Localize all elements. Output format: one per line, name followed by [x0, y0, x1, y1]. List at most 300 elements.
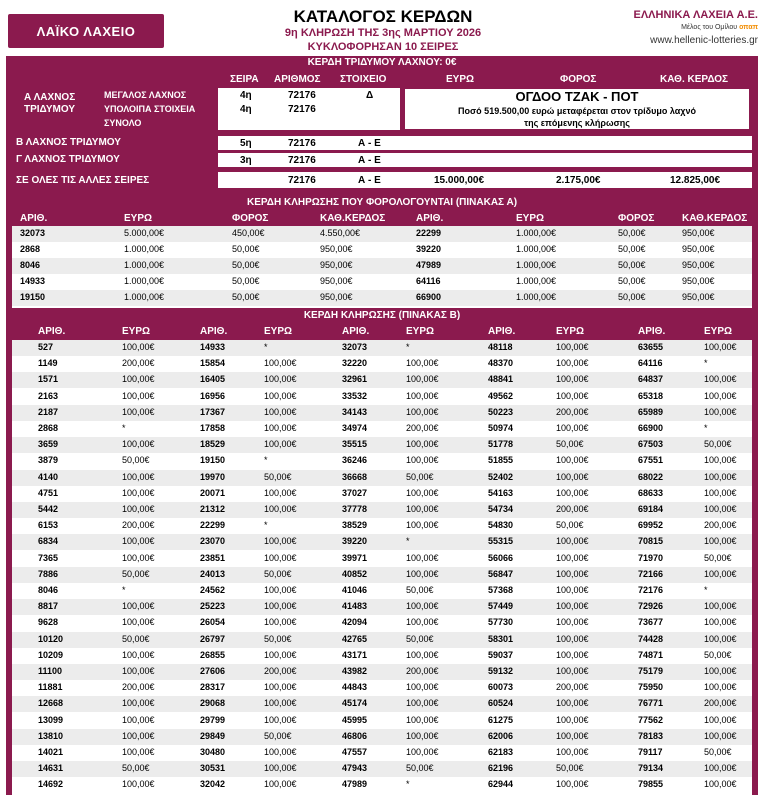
- brand-url: www.hellenic-lotteries.gr: [650, 35, 758, 46]
- all-element: Α - Ε: [358, 175, 381, 186]
- ticket-number: 45174: [342, 698, 368, 709]
- ticket-number: 1149: [38, 358, 58, 369]
- table-b-row: [12, 405, 752, 421]
- amount-cell: 50,00€: [618, 292, 646, 302]
- ticket-number: 54734: [488, 504, 514, 514]
- amount-cell: *: [264, 342, 268, 352]
- table-a-col-header: ΦΟΡΟΣ: [618, 213, 655, 224]
- c-series: 3η: [240, 155, 252, 166]
- a-element: Δ: [366, 90, 374, 101]
- amount-cell: 100,00€: [264, 747, 297, 757]
- amount-cell: 100,00€: [264, 406, 297, 417]
- table-b-row: [12, 567, 752, 583]
- table-b-row: [12, 696, 752, 712]
- amount-cell: 100,00€: [704, 779, 737, 790]
- ticket-number: 55315: [488, 536, 514, 547]
- table-b-row: [12, 632, 752, 648]
- amount-cell: 50,00€: [618, 244, 646, 254]
- ticket-number: 19150: [20, 292, 46, 302]
- amount-cell: 50,00€: [556, 439, 584, 450]
- amount-cell: 5.000,00€: [124, 228, 165, 238]
- a-row-total: ΣΥΝΟΛΟ: [104, 118, 142, 128]
- col-tax: ΦΟΡΟΣ: [560, 74, 597, 85]
- amount-cell: 100,00€: [122, 698, 155, 709]
- amount-cell: 100,00€: [556, 666, 589, 676]
- c-element: Α - Ε: [358, 155, 381, 166]
- ticket-number: 9628: [38, 617, 59, 628]
- amount-cell: 100,00€: [704, 455, 737, 466]
- ticket-number: 57449: [488, 601, 514, 612]
- ticket-number: 41483: [342, 601, 368, 612]
- ticket-number: 69952: [638, 520, 664, 531]
- brand-name: ΕΛΛΗΝΙΚΑ ΛΑΧΕΙΑ Α.Ε.: [633, 9, 758, 21]
- ticket-number: 79134: [638, 763, 664, 774]
- amount-cell: 200,00€: [556, 406, 589, 417]
- amount-cell: 100,00€: [556, 585, 589, 595]
- amount-cell: 100,00€: [406, 406, 439, 417]
- amount-cell: 50,00€: [122, 568, 150, 579]
- all-tax: 2.175,00€: [556, 175, 601, 186]
- amount-cell: 100,00€: [406, 390, 439, 401]
- amount-cell: 100,00€: [406, 649, 439, 660]
- ticket-number: 54163: [488, 487, 514, 498]
- amount-cell: 100,00€: [556, 568, 589, 579]
- ticket-number: 10120: [38, 633, 64, 644]
- table-b-col-header: ΑΡΙΘ.: [342, 326, 370, 337]
- ticket-number: 58301: [488, 633, 514, 644]
- ticket-number: 40852: [342, 568, 368, 579]
- jackpot-line-1: Ποσό 519.500,00 ευρώ μεταφέρεται στον τρίδυμο λαχνό: [458, 106, 696, 116]
- ticket-number: 77562: [638, 714, 664, 725]
- ticket-number: 21312: [200, 504, 226, 514]
- amount-cell: 100,00€: [406, 617, 439, 628]
- amount-cell: 950,00€: [682, 276, 715, 286]
- amount-cell: 100,00€: [122, 779, 155, 790]
- ticket-number: 66900: [416, 292, 442, 302]
- amount-cell: 100,00€: [556, 747, 589, 757]
- amount-cell: 100,00€: [264, 617, 297, 628]
- amount-cell: 950,00€: [320, 276, 353, 286]
- amount-cell: 50,00€: [406, 585, 434, 595]
- amount-cell: 100,00€: [264, 439, 297, 450]
- ticket-number: 22299: [200, 520, 226, 531]
- ticket-number: 29849: [200, 730, 226, 741]
- amount-cell: 200,00€: [264, 666, 297, 676]
- amount-cell: 100,00€: [264, 423, 297, 433]
- table-a-row: [12, 290, 752, 306]
- amount-cell: 200,00€: [556, 682, 589, 693]
- ticket-number: 48370: [488, 358, 514, 369]
- amount-cell: 100,00€: [122, 666, 155, 676]
- ticket-number: 4751: [38, 487, 59, 498]
- ticket-number: 2868: [38, 423, 59, 433]
- ticket-number: 42765: [342, 633, 368, 644]
- table-b-row: [12, 518, 752, 534]
- table-a-banner: ΚΕΡΔΗ ΚΛΗΡΩΣΗΣ ΠΟΥ ΦΟΡΟΛΟΓΟΥΝΤΑΙ (ΠΙΝΑΚΑΣ Α): [246, 197, 518, 208]
- ticket-number: 79855: [638, 779, 664, 790]
- amount-cell: 100,00€: [704, 730, 737, 741]
- amount-cell: 100,00€: [264, 487, 297, 498]
- amount-cell: 1.000,00€: [516, 260, 557, 270]
- table-b-col-header: ΕΥΡΩ: [122, 326, 151, 337]
- col-series: ΣΕΙΡΑ: [230, 74, 259, 85]
- ticket-number: 78183: [638, 730, 664, 741]
- ticket-number: 14692: [38, 779, 64, 790]
- ticket-number: 8817: [38, 601, 59, 612]
- ticket-number: 7886: [38, 568, 59, 579]
- amount-cell: 100,00€: [704, 487, 737, 498]
- ticket-number: 46806: [342, 730, 368, 741]
- table-b-col-header: ΕΥΡΩ: [264, 326, 293, 337]
- ticket-number: 32073: [20, 228, 46, 238]
- amount-cell: 950,00€: [682, 228, 715, 238]
- ticket-number: 34974: [342, 423, 368, 433]
- table-b-row: [12, 486, 752, 502]
- ticket-number: 39220: [416, 244, 442, 254]
- amount-cell: 200,00€: [704, 520, 737, 531]
- ticket-number: 60524: [488, 698, 514, 709]
- ticket-number: 6834: [38, 536, 59, 547]
- amount-cell: 100,00€: [556, 552, 589, 563]
- table-b-row: [12, 648, 752, 664]
- amount-cell: 50,00€: [122, 763, 150, 774]
- amount-cell: 100,00€: [406, 730, 439, 741]
- ticket-number: 54830: [488, 520, 514, 531]
- ticket-number: 67503: [638, 439, 664, 450]
- amount-cell: 4.550,00€: [320, 228, 361, 238]
- amount-cell: 1.000,00€: [124, 244, 165, 254]
- amount-cell: 100,00€: [556, 471, 589, 482]
- ticket-number: 75950: [638, 682, 664, 693]
- ticket-number: 26855: [200, 649, 226, 660]
- ticket-number: 25223: [200, 601, 226, 612]
- ticket-number: 15854: [200, 358, 226, 369]
- ticket-number: 73677: [638, 617, 664, 628]
- table-b-banner: ΚΕΡΔΗ ΚΛΗΡΩΣΗΣ (ΠΙΝΑΚΑΣ Β): [303, 310, 461, 321]
- all-euro: 15.000,00€: [434, 175, 485, 186]
- ticket-number: 63655: [638, 342, 664, 352]
- amount-cell: 50,00€: [264, 568, 292, 579]
- table-a-row: [12, 274, 752, 290]
- a-number-2: 72176: [288, 104, 316, 115]
- amount-cell: 100,00€: [122, 390, 155, 401]
- table-a-col-header: ΕΥΡΩ: [516, 213, 545, 224]
- amount-cell: 100,00€: [556, 779, 589, 790]
- b-element: Α - Ε: [358, 138, 381, 149]
- ticket-number: 39220: [342, 536, 368, 547]
- table-b-row: [12, 615, 752, 631]
- ticket-number: 32042: [200, 779, 226, 790]
- amount-cell: 50,00€: [264, 730, 292, 741]
- amount-cell: 100,00€: [556, 423, 589, 433]
- ticket-number: 14933: [20, 276, 46, 286]
- c-number: 72176: [288, 155, 316, 166]
- ticket-number: 38529: [342, 520, 368, 531]
- amount-cell: 100,00€: [406, 455, 439, 466]
- series-info: ΚΥΚΛΟΦΟΡΗΣΑΝ 10 ΣΕΙΡΕΣ: [307, 41, 459, 53]
- page-title: ΚΑΤΑΛΟΓΟΣ ΚΕΡΔΩΝ: [293, 7, 473, 26]
- ticket-number: 23070: [200, 536, 226, 547]
- ticket-number: 79117: [638, 747, 663, 757]
- table-b-col-header: ΑΡΙΘ.: [638, 326, 666, 337]
- amount-cell: 100,00€: [556, 714, 589, 725]
- amount-cell: 100,00€: [556, 390, 589, 401]
- ticket-number: 64837: [638, 374, 664, 385]
- ticket-number: 5442: [38, 504, 59, 514]
- a-row-big: ΜΕΓΑΛΟΣ ΛΑΧΝΟΣ: [104, 90, 187, 100]
- ticket-number: 23851: [200, 552, 226, 563]
- amount-cell: 100,00€: [264, 698, 297, 709]
- ticket-number: 62196: [488, 763, 514, 774]
- ticket-number: 14021: [38, 747, 64, 757]
- amount-cell: 100,00€: [122, 342, 155, 352]
- ticket-number: 68022: [638, 471, 664, 482]
- ticket-number: 24013: [200, 568, 226, 579]
- ticket-number: 35515: [342, 439, 368, 450]
- amount-cell: 100,00€: [264, 552, 297, 563]
- amount-cell: 100,00€: [704, 374, 737, 385]
- amount-cell: 200,00€: [406, 423, 439, 433]
- ticket-number: 67551: [638, 455, 664, 466]
- brand-block: [628, 8, 758, 48]
- ticket-number: 68633: [638, 487, 664, 498]
- amount-cell: 950,00€: [682, 292, 715, 302]
- ticket-number: 72166: [638, 568, 664, 579]
- amount-cell: 1.000,00€: [516, 244, 557, 254]
- amount-cell: 50,00€: [122, 633, 150, 644]
- ticket-number: 22299: [416, 228, 442, 238]
- amount-cell: 100,00€: [704, 682, 737, 693]
- amount-cell: 50,00€: [618, 228, 646, 238]
- amount-cell: 50,00€: [232, 276, 260, 286]
- amount-cell: 100,00€: [122, 487, 155, 498]
- amount-cell: 100,00€: [704, 633, 737, 644]
- table-b-col-header: ΑΡΙΘ.: [488, 326, 516, 337]
- table-b-row: [12, 470, 752, 486]
- ticket-number: 20071: [200, 487, 226, 498]
- a-number-1: 72176: [288, 90, 316, 101]
- amount-cell: 100,00€: [264, 390, 297, 401]
- a-series-1: 4η: [240, 90, 252, 101]
- amount-cell: 100,00€: [704, 666, 737, 676]
- amount-cell: 100,00€: [122, 406, 155, 417]
- amount-cell: 100,00€: [122, 536, 155, 547]
- amount-cell: 100,00€: [406, 568, 439, 579]
- ticket-number: 59037: [488, 649, 514, 660]
- ticket-number: 51778: [488, 439, 514, 450]
- amount-cell: 50,00€: [406, 471, 434, 482]
- amount-cell: 50,00€: [704, 439, 732, 450]
- ticket-number: 29068: [200, 698, 226, 709]
- amount-cell: 100,00€: [264, 714, 297, 725]
- amount-cell: 100,00€: [122, 714, 155, 725]
- amount-cell: 50,00€: [406, 633, 434, 644]
- table-b-row: [12, 664, 752, 680]
- amount-cell: 100,00€: [122, 649, 155, 660]
- table-a-row: [12, 242, 752, 258]
- ticket-number: 16956: [200, 390, 226, 401]
- ticket-number: 36668: [342, 471, 368, 482]
- amount-cell: 100,00€: [556, 633, 589, 644]
- amount-cell: 50,00€: [264, 471, 292, 482]
- ticket-number: 65989: [638, 406, 664, 417]
- ticket-number: 2187: [38, 406, 59, 417]
- all-number: 72176: [288, 175, 316, 186]
- table-a-header: [12, 212, 752, 226]
- amount-cell: 100,00€: [406, 358, 439, 369]
- table-b-row: [12, 437, 752, 453]
- brand-member: Μέλος του Ομίλου οπαπ: [681, 24, 758, 31]
- ticket-number: 37778: [342, 504, 368, 514]
- all-label: ΣΕ ΟΛΕΣ ΤΙΣ ΑΛΛΕΣ ΣΕΙΡΕΣ: [16, 175, 150, 186]
- amount-cell: 1.000,00€: [124, 260, 165, 270]
- amount-cell: *: [704, 423, 708, 433]
- amount-cell: 100,00€: [122, 730, 155, 741]
- ticket-number: 47557: [342, 747, 368, 757]
- amount-cell: 100,00€: [264, 601, 297, 612]
- amount-cell: *: [122, 423, 126, 433]
- ticket-number: 18529: [200, 439, 226, 450]
- ticket-number: 1571: [38, 374, 59, 385]
- title-block: [238, 8, 528, 54]
- ticket-number: 75179: [638, 666, 664, 676]
- ticket-number: 50223: [488, 406, 514, 417]
- amount-cell: 950,00€: [320, 244, 353, 254]
- ticket-number: 24562: [200, 585, 226, 595]
- ticket-number: 14933: [200, 342, 226, 352]
- ticket-number: 13099: [38, 714, 64, 725]
- table-b-row: [12, 340, 752, 356]
- amount-cell: 50,00€: [232, 292, 260, 302]
- amount-cell: 50,00€: [264, 633, 292, 644]
- ticket-number: 10209: [38, 649, 64, 660]
- ticket-number: 3659: [38, 439, 59, 450]
- b-label: Β ΛΑΧΝΟΣ ΤΡΙΔΥΜΟΥ: [16, 137, 121, 148]
- ticket-number: 12668: [38, 698, 64, 709]
- table-a-col-header: ΦΟΡΟΣ: [232, 213, 269, 224]
- ticket-number: 527: [38, 342, 54, 352]
- amount-cell: 100,00€: [264, 536, 297, 547]
- c-label: Γ ΛΑΧΝΟΣ ΤΡΙΔΥΜΟΥ: [16, 154, 120, 165]
- ticket-number: 17858: [200, 423, 226, 433]
- amount-cell: 100,00€: [406, 520, 439, 531]
- amount-cell: 100,00€: [406, 682, 439, 693]
- amount-cell: *: [264, 455, 268, 466]
- amount-cell: 50,00€: [704, 552, 732, 563]
- ticket-number: 42094: [342, 617, 368, 628]
- ticket-number: 29799: [200, 714, 226, 725]
- ticket-number: 19150: [200, 455, 226, 466]
- amount-cell: 100,00€: [556, 455, 589, 466]
- ticket-number: 7365: [38, 552, 59, 563]
- amount-cell: 100,00€: [704, 504, 737, 514]
- ticket-number: 27606: [200, 666, 226, 676]
- ticket-number: 14631: [38, 763, 64, 774]
- ticket-number: 26054: [200, 617, 226, 628]
- amount-cell: 100,00€: [122, 552, 155, 563]
- amount-cell: 200,00€: [122, 682, 155, 693]
- table-b-row: [12, 729, 752, 745]
- amount-cell: 50,00€: [232, 260, 260, 270]
- ticket-number: 41046: [342, 585, 368, 595]
- amount-cell: 100,00€: [264, 504, 297, 514]
- table-a-col-header: ΕΥΡΩ: [124, 213, 153, 224]
- a-label-1: Α ΛΑΧΝΟΣ: [24, 92, 76, 103]
- amount-cell: 200,00€: [704, 698, 737, 709]
- amount-cell: *: [122, 585, 126, 595]
- table-b-row: [12, 777, 752, 793]
- amount-cell: 100,00€: [556, 649, 589, 660]
- ticket-number: 72926: [638, 601, 664, 612]
- amount-cell: 100,00€: [704, 406, 737, 417]
- amount-cell: 50,00€: [122, 455, 150, 466]
- ticket-number: 60073: [488, 682, 514, 693]
- amount-cell: 100,00€: [406, 439, 439, 450]
- a-row-rest: ΥΠΟΛΟΙΠΑ ΣΤΟΙΧΕΙΑ: [104, 104, 196, 114]
- amount-cell: *: [264, 520, 268, 531]
- table-a-col-header: ΑΡΙΘ.: [20, 213, 48, 224]
- amount-cell: 50,00€: [618, 276, 646, 286]
- ticket-number: 30480: [200, 747, 226, 757]
- ticket-number: 11100: [38, 666, 63, 676]
- ticket-number: 2163: [38, 390, 59, 401]
- draw-info: 9η ΚΛΗΡΩΣΗ ΤΗΣ 3ης ΜΑΡΤΙΟΥ 2026: [284, 27, 482, 39]
- ticket-number: 39971: [342, 552, 368, 563]
- amount-cell: 1.000,00€: [516, 292, 557, 302]
- col-net: ΚΑΘ. ΚΕΡΔΟΣ: [660, 74, 729, 85]
- table-b-col-header: ΕΥΡΩ: [704, 326, 733, 337]
- ticket-number: 56847: [488, 568, 514, 579]
- amount-cell: 100,00€: [406, 487, 439, 498]
- ticket-number: 43171: [342, 649, 368, 660]
- amount-cell: 50,00€: [618, 260, 646, 270]
- ticket-number: 52402: [488, 471, 514, 482]
- ticket-number: 65318: [638, 390, 664, 401]
- table-a-col-header: ΚΑΘ.ΚΕΡΔΟΣ: [320, 213, 386, 224]
- amount-cell: 100,00€: [556, 374, 589, 385]
- amount-cell: 100,00€: [264, 779, 297, 790]
- a-series-2: 4η: [240, 104, 252, 115]
- ticket-number: 61275: [488, 714, 514, 725]
- amount-cell: 200,00€: [406, 666, 439, 676]
- amount-cell: 50,00€: [556, 763, 584, 774]
- ticket-number: 28317: [200, 682, 226, 693]
- amount-cell: 100,00€: [122, 617, 155, 628]
- ticket-number: 56066: [488, 552, 514, 563]
- col-element: ΣΤΟΙΧΕΙΟ: [340, 74, 387, 85]
- ticket-number: 37027: [342, 487, 368, 498]
- table-b-row: [12, 502, 752, 518]
- ticket-number: 72176: [638, 585, 664, 595]
- amount-cell: 100,00€: [704, 714, 737, 725]
- amount-cell: 950,00€: [320, 260, 353, 270]
- ticket-number: 62006: [488, 730, 514, 741]
- ticket-number: 49562: [488, 390, 514, 401]
- amount-cell: 100,00€: [556, 698, 589, 709]
- amount-cell: 1.000,00€: [516, 276, 557, 286]
- ticket-number: 47989: [342, 779, 368, 790]
- table-b-row: [12, 372, 752, 388]
- table-a-row: [12, 258, 752, 274]
- amount-cell: 200,00€: [122, 520, 155, 531]
- table-b-row: [12, 356, 752, 372]
- table-b-col-header: ΑΡΙΘ.: [200, 326, 228, 337]
- ticket-number: 74428: [638, 633, 664, 644]
- amount-cell: 100,00€: [556, 358, 589, 369]
- col-euro: ΕΥΡΩ: [446, 74, 475, 85]
- amount-cell: 100,00€: [556, 601, 589, 612]
- table-b-row: [12, 534, 752, 550]
